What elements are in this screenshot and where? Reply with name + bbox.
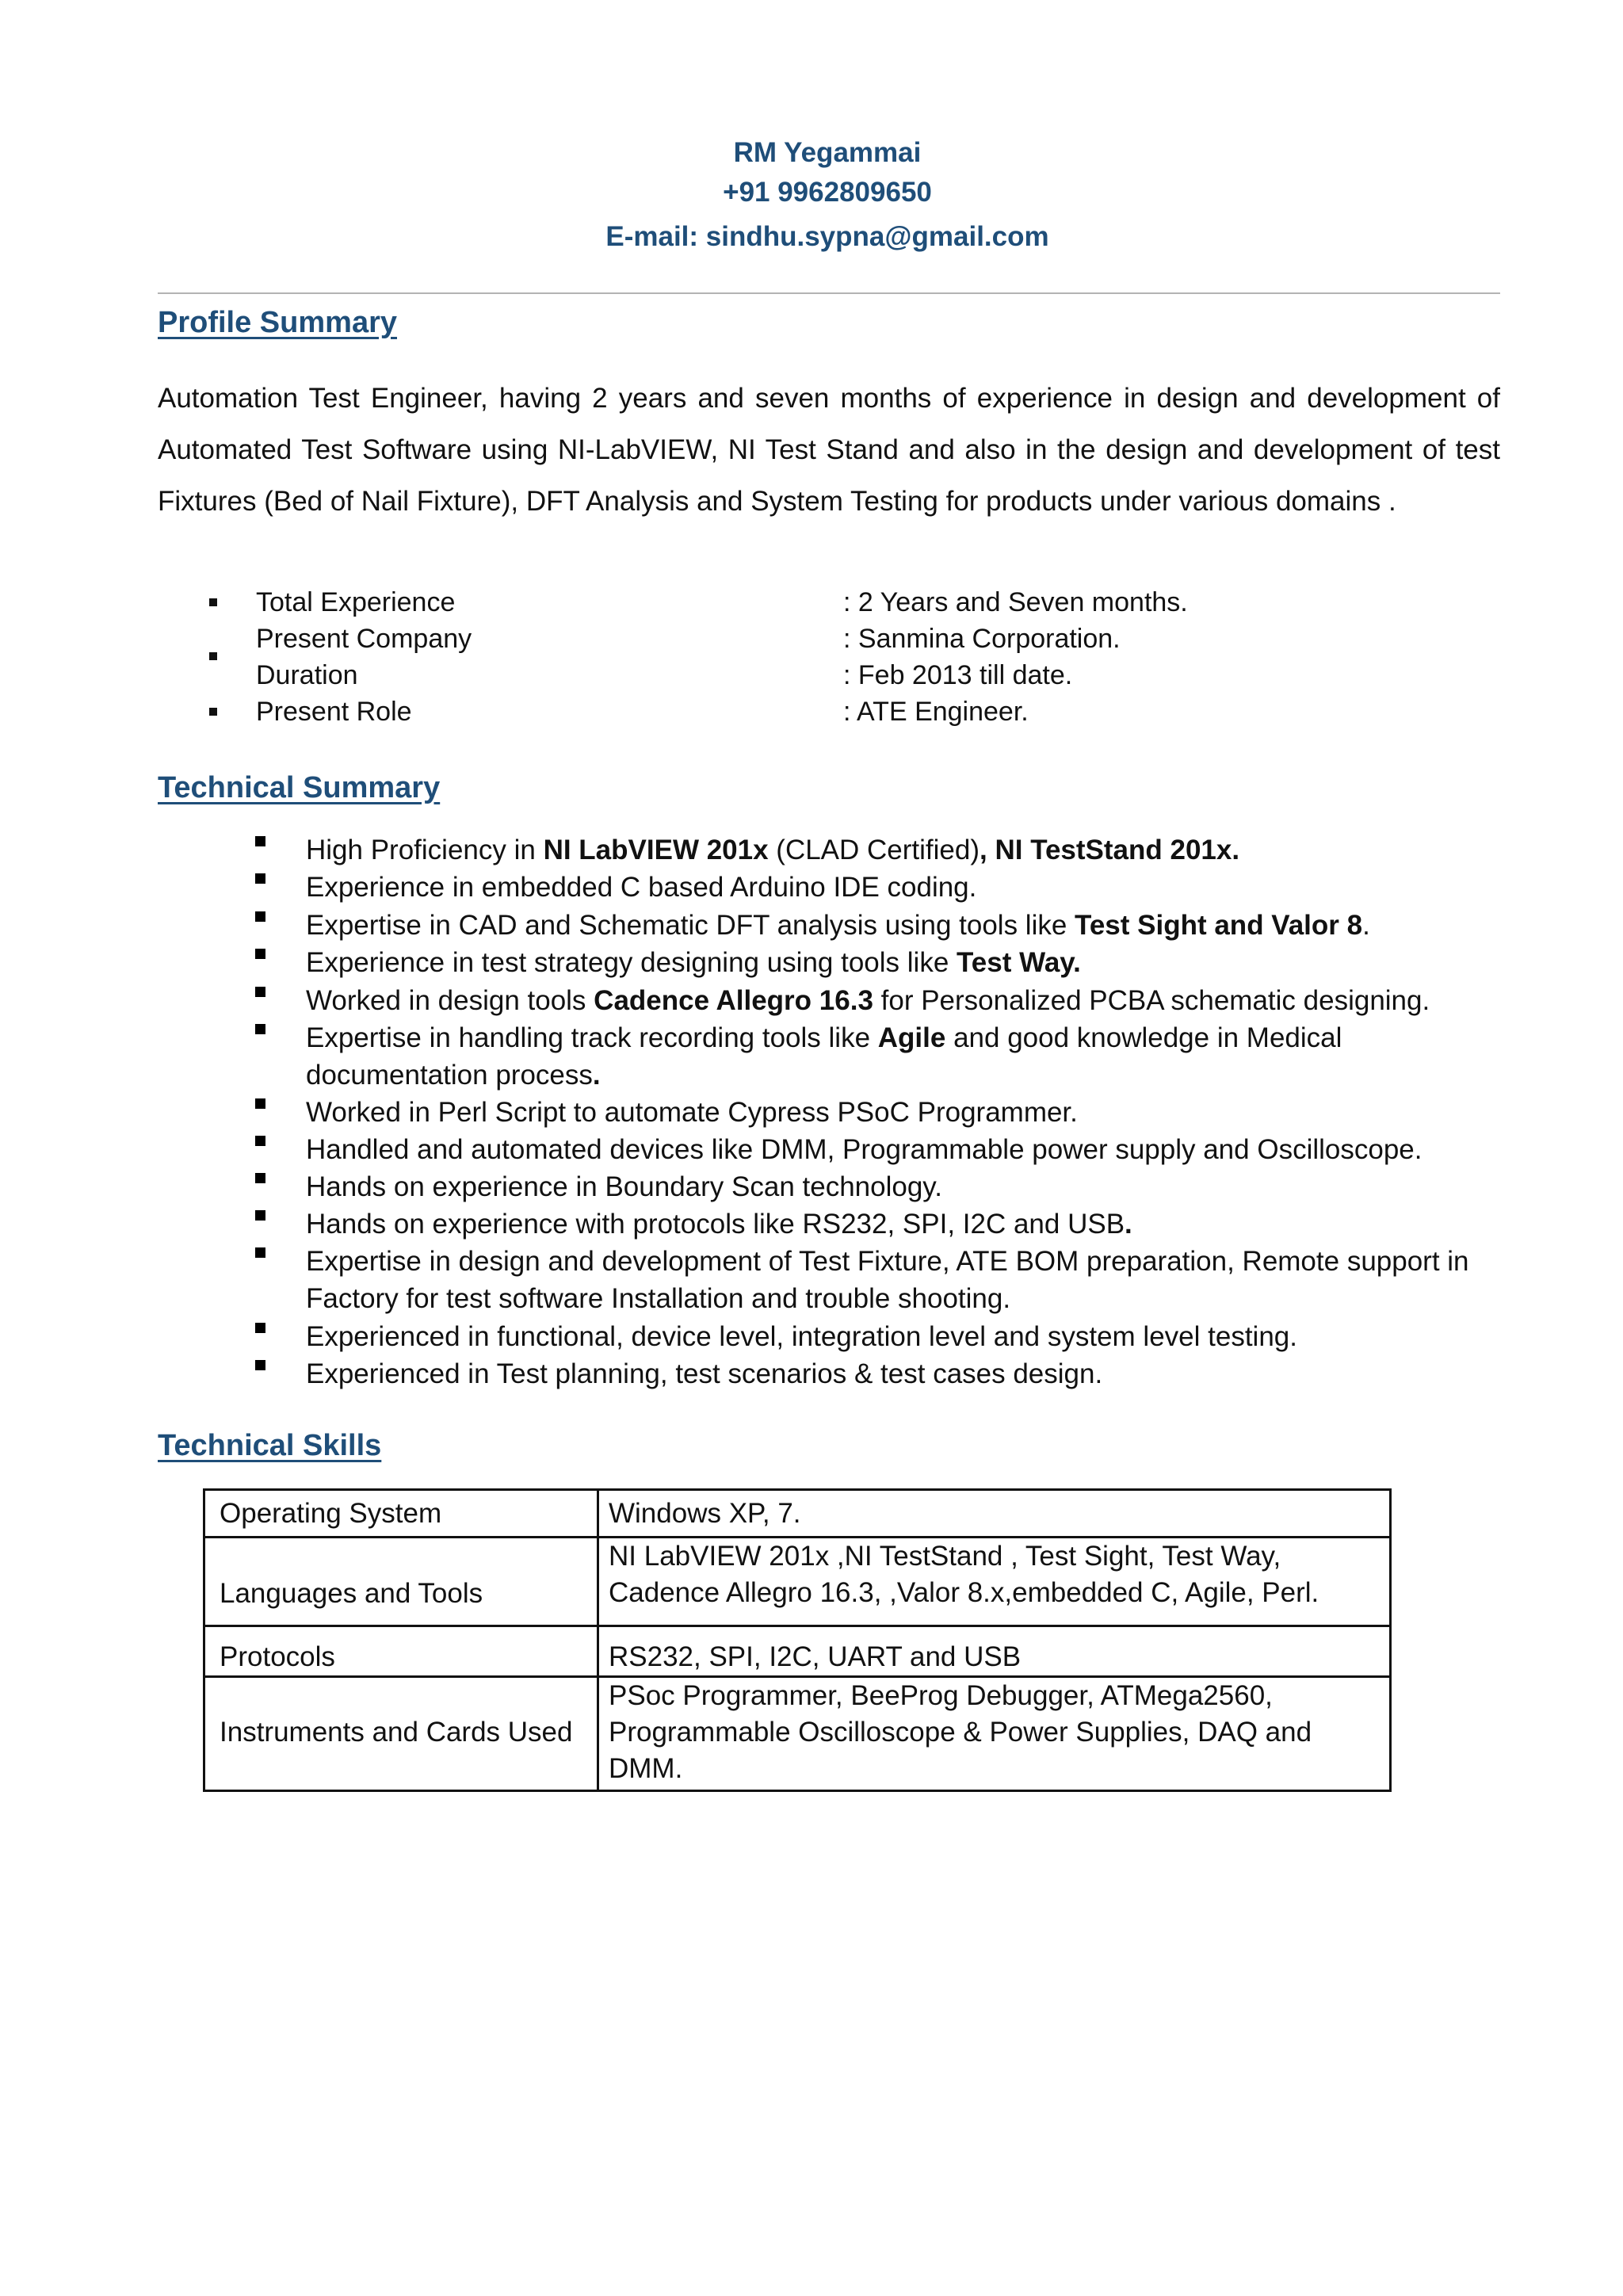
experience-details <box>0 584 1623 743</box>
list-item <box>306 831 1479 869</box>
item-text: Worked in Perl Script to automate Cypress PSoC Programmer. <box>306 1097 1078 1128</box>
emphasis-text: Agile <box>877 1022 946 1053</box>
bullet-icon <box>255 1247 265 1258</box>
item-text: . <box>1362 910 1370 941</box>
profile-summary-text: Automation Test Engineer, having 2 years and seven months of experience in design and development of Automated Test Software using NI-LabVIEW, NI Test Stand and also in the design and development of test Fixtures (Bed of Nail Fixture), DFT Analysis and System Testing for products under various domains . <box>158 383 1500 517</box>
list-item <box>306 1355 1479 1392</box>
item-text: Hands on experience with protocols like RS232, SPI, I2C and USB <box>306 1209 1125 1240</box>
skill-category: Instruments and Cards Used <box>204 1677 598 1791</box>
bullet-icon <box>255 873 265 884</box>
bullet-icon <box>209 708 217 716</box>
candidate-name: RM Yegammai <box>733 137 922 168</box>
item-text: High Proficiency in <box>306 835 544 865</box>
detail-value: : ATE Engineer. <box>843 697 1029 727</box>
table-row <box>204 1626 1391 1677</box>
item-text: Experience in embedded C based Arduino IDE coding. <box>306 872 977 903</box>
detail-label: Duration <box>256 660 358 690</box>
emphasis-text: , NI TestStand 201x. <box>980 835 1240 865</box>
bullet-icon <box>209 598 217 606</box>
profile-summary-heading: Profile Summary <box>158 306 397 339</box>
detail-label: Total Experience <box>256 587 456 617</box>
skill-category: Languages and Tools <box>204 1538 598 1626</box>
list-item <box>306 1019 1479 1094</box>
bullet-icon <box>255 987 265 997</box>
list-item <box>306 982 1479 1019</box>
item-text: Hands on experience in Boundary Scan technology. <box>306 1171 942 1202</box>
item-text: Experience in test strategy designing using tools like <box>306 947 957 978</box>
email-address: E-mail: sindhu.sypna@gmail.com <box>605 221 1049 252</box>
list-item <box>306 869 1479 906</box>
contact-header <box>0 133 1623 257</box>
item-text: and good knowledge in Medical documentation process <box>306 1022 1342 1091</box>
item-text: Experienced in Test planning, test scenarios & test cases design. <box>306 1358 1103 1389</box>
bullet-icon <box>255 1360 265 1370</box>
bullet-icon <box>255 836 265 846</box>
bullet-icon <box>255 1136 265 1146</box>
detail-label: Present Role <box>256 697 412 727</box>
list-item <box>306 1205 1479 1243</box>
emphasis-text: . <box>1125 1209 1132 1240</box>
emphasis-text: Cadence Allegro 16.3 <box>594 985 873 1016</box>
technical-summary-heading: Technical Summary <box>158 771 441 804</box>
bullet-icon <box>255 1173 265 1183</box>
list-item <box>306 1168 1479 1205</box>
bullet-icon <box>255 949 265 959</box>
technical-skills-heading: Technical Skills <box>158 1429 382 1462</box>
bullet-icon <box>255 1323 265 1333</box>
emphasis-text: NI LabVIEW 201x <box>543 835 769 865</box>
phone-number: +91 9962809650 <box>723 177 932 208</box>
list-item <box>306 1243 1479 1317</box>
detail-value: : Sanmina Corporation. <box>843 624 1121 654</box>
detail-label: Present Company <box>256 624 472 654</box>
emphasis-text: . <box>592 1060 601 1091</box>
list-item <box>306 1318 1479 1355</box>
skill-category: Protocols <box>204 1626 598 1677</box>
bullet-icon <box>255 911 265 922</box>
item-text: (CLAD Certified) <box>768 835 980 865</box>
list-item <box>306 1094 1479 1131</box>
item-text: Expertise in design and development of Test Fixture, ATE BOM preparation, Remote support in Factory for test software Installation and trouble shooting. <box>306 1246 1469 1314</box>
skill-value: PSoc Programmer, BeeProg Debugger, ATMega2560, Programmable Oscilloscope & Power Supplies, DAQ and DMM. <box>598 1677 1391 1791</box>
emphasis-text: Test Sight and Valor 8 <box>1075 910 1363 941</box>
bullet-icon <box>209 652 217 660</box>
skill-value: NI LabVIEW 201x ,NI TestStand , Test Sight, Test Way, Cadence Allegro 16.3, ,Valor 8.x,embedded C, Agile, Perl. <box>598 1538 1391 1626</box>
list-item <box>306 944 1479 981</box>
bullet-icon <box>255 1098 265 1109</box>
table-row <box>204 1538 1391 1626</box>
table-row <box>204 1677 1391 1791</box>
bullet-icon <box>255 1024 265 1034</box>
item-text: for Personalized PCBA schematic designing. <box>873 985 1430 1016</box>
detail-value: : Feb 2013 till date. <box>843 660 1073 690</box>
header-divider <box>158 292 1500 294</box>
item-text: Expertise in CAD and Schematic DFT analysis using tools like <box>306 910 1075 941</box>
skill-value: Windows XP, 7. <box>598 1490 1391 1538</box>
skill-value: RS232, SPI, I2C, UART and USB <box>598 1626 1391 1677</box>
skill-category: Operating System <box>204 1490 598 1538</box>
item-text: Experienced in functional, device level, integration level and system level testing. <box>306 1321 1297 1352</box>
list-item <box>306 1131 1479 1168</box>
item-text: Expertise in handling track recording tools like <box>306 1022 878 1053</box>
list-item <box>306 907 1479 944</box>
technical-skills-table <box>203 1488 1392 1792</box>
emphasis-text: Test Way. <box>957 947 1081 978</box>
table-row <box>204 1490 1391 1538</box>
item-text: Worked in design tools <box>306 985 594 1016</box>
detail-value: : 2 Years and Seven months. <box>843 587 1188 617</box>
bullet-icon <box>255 1210 265 1221</box>
item-text: Handled and automated devices like DMM, Programmable power supply and Oscilloscope. <box>306 1134 1423 1165</box>
